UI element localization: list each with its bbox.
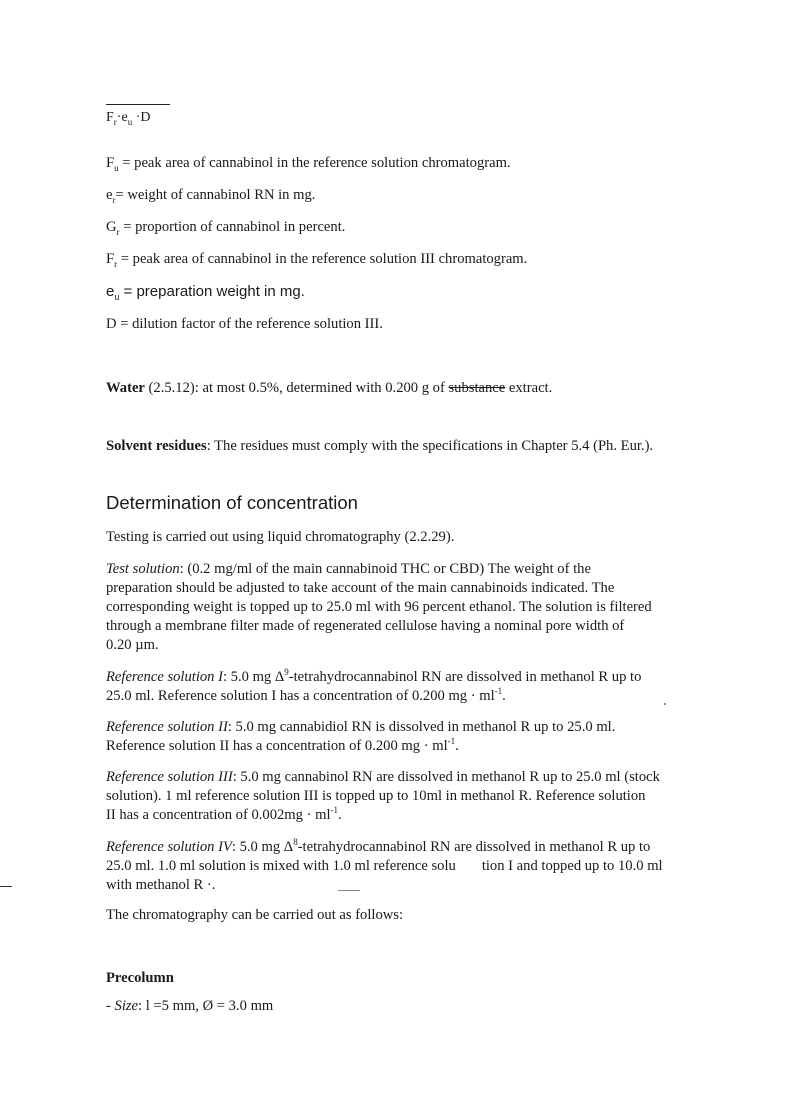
test-solution-line-3: corresponding weight is topped up to 25.0 ml with 96 percent ethanol. The solution is filtered	[106, 599, 652, 615]
formula-denominator: $F_r\cdot e_u \cdot D$	[106, 110, 151, 127]
solvent-label: Solvent residues	[106, 438, 207, 454]
test-solution-label: Test solution	[106, 561, 180, 577]
ref-solution-4-line-1: Reference solution IV: 5.0 mg $\Delta^8$-tetrahydrocannabinol RN are dissolved in methanol R up to	[106, 837, 651, 855]
section-heading: Determination of concentration	[106, 492, 358, 513]
ref-solution-1-label: Reference solution I	[106, 669, 223, 685]
ref-solution-2-label: Reference solution II	[106, 719, 228, 735]
ref-solution-4-line-2: 25.0 ml. 1.0 ml solution is mixed with 1.0 ml reference solu tion I and topped up to 10.0 ml	[106, 858, 663, 874]
test-solution-line-4: through a membrane filter made of regenerated cellulose having a nominal pore width of	[106, 618, 625, 634]
definition-fr: $F_r$ = peak area of cannabinol in the reference solution III chromatogram.	[106, 251, 528, 269]
ref-solution-2-line-2: Reference solution II has a concentration of 0.200 mg · $ml^{-1}$.	[106, 736, 459, 754]
left-edge-mark	[0, 886, 12, 887]
definition-er: $e_r=$ weight of cannabinol RN in mg.	[106, 187, 316, 205]
definition-gr: $G_r$ = proportion of cannabinol in percent.	[106, 219, 346, 237]
water-label: Water	[106, 380, 145, 396]
fraction-rule	[106, 104, 170, 105]
water-specification: Water (2.5.12): at most 0.5%, determined with 0.200 g of substance extract.	[106, 380, 553, 396]
chromatography-intro: The chromatography can be carried out as follows:	[106, 907, 404, 923]
definition-fu: $F_u$ = peak area of cannabinol in the reference solution chromatogram.	[106, 155, 511, 173]
size-label: Size	[114, 998, 139, 1014]
ref-solution-3-line-1: Reference solution III: 5.0 mg cannabinol RN are dissolved in methanol R up to 25.0 ml (stock	[106, 769, 660, 785]
precolumn-size: - Size: l =5 mm, Ø = 3.0 mm	[106, 998, 274, 1014]
ref-solution-3-label: Reference solution III	[106, 769, 233, 785]
ref-solution-1-line-2: 25.0 ml. Reference solution I has a concentration of 0.200 mg · $ml^{-1}$.	[106, 686, 506, 704]
ref-solution-3-line-3: II has a concentration of $0.002mg \cdot ml^{-1}$.	[106, 805, 342, 823]
intro-text: Testing is carried out using liquid chromatography (2.2.29).	[106, 529, 455, 545]
ref-solution-3-line-2: solution). 1 ml reference solution III is topped up to 10ml in methanol R. Reference solution	[106, 788, 646, 804]
precolumn-heading: Precolumn	[106, 970, 174, 986]
ref-solution-2-line-1: Reference solution II: 5.0 mg cannabidiol RN is dissolved in methanol R up to 25.0 ml.	[106, 719, 616, 735]
ref-solution-4-label: Reference solution IV	[106, 839, 232, 855]
definition-d: D = dilution factor of the reference solution III.	[106, 316, 383, 332]
test-solution-line-5: 0.20 µm.	[106, 637, 159, 653]
ref-solution-1-line-1: Reference solution I: 5.0 mg $\Delta^9$-tetrahydrocannabinol RN are dissolved in methanol R up to	[106, 667, 642, 685]
dash-mark	[338, 890, 360, 891]
struck-word: substance	[448, 380, 506, 396]
solvent-residues: Solvent residues: The residues must comply with the specifications in Chapter 5.4 (Ph. Eur.).	[106, 438, 654, 454]
definition-eu: $e_u$ = preparation weight in mg.	[106, 283, 305, 302]
ref-solution-4-line-3: with methanol R ·.	[106, 877, 216, 893]
test-solution-line-1: Test solution: (0.2 mg/ml of the main cannabinoid THC or CBD) The weight of the	[106, 561, 591, 577]
test-solution-line-2: preparation should be adjusted to take account of the main cannabinoids indicated. The	[106, 580, 615, 596]
speck-mark	[664, 703, 666, 705]
